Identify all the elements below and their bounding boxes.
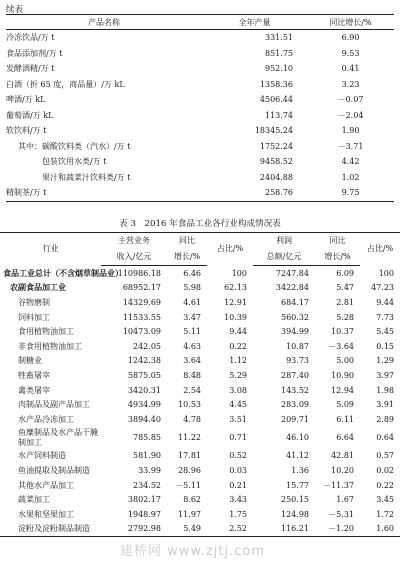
profit-growth-cell: －1.20 bbox=[315, 522, 360, 537]
header-profit-growth-line1: 同比 bbox=[315, 233, 360, 250]
production-table bbox=[6, 14, 394, 202]
revenue-share-cell: 0.71 bbox=[229, 432, 247, 442]
profit-growth-cell: －11.37 bbox=[323, 480, 354, 490]
revenue-cell: 14329.69 bbox=[122, 297, 161, 307]
table-row bbox=[0, 310, 400, 325]
revenue-growth-cell: 8.48 bbox=[183, 370, 201, 380]
revenue-share-cell: 5.29 bbox=[229, 370, 247, 380]
table-row bbox=[6, 108, 394, 124]
profit-share-cell: 0.15 bbox=[376, 341, 394, 351]
industry-cell: 非食用植物油加工 bbox=[18, 341, 82, 351]
profit-growth-cell: 10.37 bbox=[331, 327, 354, 337]
profit-share-cell: 5.45 bbox=[376, 327, 394, 337]
revenue-growth-cell: 4.78 bbox=[183, 414, 201, 424]
industry-cell: 水产品冷冻加工 bbox=[18, 414, 74, 424]
profit-share-cell: 7.73 bbox=[376, 312, 394, 322]
watermark: 建桥网 www.zjtj.com bbox=[120, 544, 266, 559]
profit-cell: 10.87 bbox=[286, 341, 309, 351]
growth-cell: 0.41 bbox=[341, 64, 360, 74]
revenue-share-cell: 1.12 bbox=[229, 356, 247, 366]
table-row bbox=[0, 412, 400, 427]
industry-cell: 鱼油提取及制品制造 bbox=[18, 465, 90, 475]
profit-share-cell: 3.97 bbox=[376, 370, 394, 380]
table-row bbox=[0, 295, 400, 310]
growth-cell: 4.42 bbox=[341, 157, 360, 167]
product-name-cell: 软饮料/万 t bbox=[6, 126, 47, 136]
profit-cell: 1.36 bbox=[291, 465, 309, 475]
output-cell: 9458.52 bbox=[259, 157, 293, 167]
header-product-name: 产品名称 bbox=[6, 15, 202, 30]
profit-share-cell: 0.57 bbox=[376, 451, 394, 461]
profit-share-cell: 3.45 bbox=[376, 495, 394, 505]
output-cell: 113.74 bbox=[265, 110, 293, 120]
revenue-share-cell: 3.08 bbox=[229, 385, 247, 395]
revenue-growth-cell: 5.11 bbox=[183, 327, 201, 337]
growth-cell: 6.90 bbox=[341, 33, 360, 43]
revenue-growth-cell: 4.63 bbox=[183, 341, 201, 351]
industry-cell: 食用植物油加工 bbox=[18, 327, 74, 337]
profit-growth-cell: 42.81 bbox=[331, 451, 354, 461]
revenue-cell: 68952.17 bbox=[122, 283, 161, 293]
growth-cell: －3.71 bbox=[337, 141, 364, 151]
revenue-share-cell: 1.75 bbox=[229, 509, 247, 519]
growth-cell: －2.04 bbox=[337, 110, 364, 120]
product-name-cell: 包装饮用水类/万 t bbox=[42, 157, 107, 167]
output-cell: 1358.36 bbox=[259, 79, 293, 89]
revenue-growth-cell: 3.47 bbox=[183, 312, 201, 322]
output-cell: 851.75 bbox=[265, 48, 293, 58]
profit-growth-cell: 6.64 bbox=[336, 432, 354, 442]
profit-cell: 124.98 bbox=[281, 509, 309, 519]
profit-share-cell: 2.89 bbox=[376, 414, 394, 424]
continued-label: 续表 bbox=[6, 5, 24, 15]
revenue-share-cell: 0.52 bbox=[229, 451, 247, 461]
revenue-growth-cell: －5.11 bbox=[175, 480, 201, 490]
revenue-growth-cell: 3.64 bbox=[183, 356, 201, 366]
industry-cell: 肉制品及副产品加工 bbox=[18, 400, 90, 410]
revenue-growth-cell: 11.97 bbox=[178, 509, 201, 519]
revenue-share-cell: 4.45 bbox=[229, 400, 247, 410]
industry-cell: 农副食品加工业 bbox=[10, 282, 66, 293]
table-row bbox=[6, 154, 394, 170]
profit-share-cell: 0.22 bbox=[376, 480, 394, 490]
revenue-share-cell: 9.44 bbox=[229, 327, 247, 337]
profit-growth-cell: －5.31 bbox=[328, 509, 354, 519]
table-row bbox=[6, 46, 394, 62]
profit-cell: 560.32 bbox=[281, 312, 309, 322]
revenue-growth-cell: 28.96 bbox=[178, 465, 201, 475]
profit-growth-cell: 5.47 bbox=[336, 283, 354, 293]
header-rev-growth-line1: 同比 bbox=[167, 233, 207, 250]
table-row bbox=[0, 324, 400, 339]
product-name-cell: 果汁和蔬菜汁饮料类/万 t bbox=[42, 172, 131, 182]
revenue-growth-cell: 5.98 bbox=[183, 283, 201, 293]
header-revenue-line1: 主营业务 bbox=[101, 233, 167, 250]
growth-cell: 1.90 bbox=[341, 126, 360, 136]
revenue-cell: 3894.40 bbox=[127, 414, 161, 424]
output-cell: 4506.44 bbox=[259, 95, 293, 105]
product-name-cell: 啤酒/万 kL bbox=[6, 95, 46, 105]
profit-growth-cell: 6.11 bbox=[336, 414, 354, 424]
revenue-share-cell: 100 bbox=[231, 268, 247, 278]
profit-cell: 3422.84 bbox=[275, 283, 309, 293]
output-cell: 258.76 bbox=[202, 185, 307, 201]
product-name-cell: 葡萄酒/万 kL bbox=[6, 110, 54, 120]
industry-cell: 水果和坚果加工 bbox=[18, 509, 74, 519]
table-row bbox=[0, 354, 400, 369]
product-name-cell: 冷冻饮品/万 t bbox=[6, 33, 55, 43]
output-cell: 1752.24 bbox=[259, 141, 293, 151]
revenue-cell: 242.05 bbox=[133, 341, 161, 351]
product-name-cell: 食品添加剂/万 t bbox=[6, 48, 63, 58]
profit-growth-cell: 2.81 bbox=[336, 297, 354, 307]
industry-cell: 鱼糜制品及水产品干腌制加工 bbox=[18, 427, 98, 447]
revenue-cell: 2792.98 bbox=[101, 522, 167, 537]
industry-cell: 食品工业总计（不含烟草制品业） bbox=[3, 267, 123, 278]
table-row bbox=[6, 185, 394, 201]
product-name-cell: 发酵酒精/万 t bbox=[6, 64, 55, 74]
industry-cell: 牲畜屠宰 bbox=[18, 370, 50, 380]
profit-cell: 143.52 bbox=[281, 385, 309, 395]
revenue-growth-cell: 5.49 bbox=[167, 522, 207, 537]
product-name-cell: 白酒（折 65 度，商品量）/万 kL bbox=[6, 79, 125, 89]
revenue-cell: 33.99 bbox=[138, 465, 161, 475]
revenue-cell: 1948.97 bbox=[127, 509, 161, 519]
header-rev-share: 占比/% bbox=[207, 233, 253, 266]
profit-share-cell: 100 bbox=[378, 268, 394, 278]
revenue-share-cell: 62.13 bbox=[224, 283, 247, 293]
profit-cell: 209.71 bbox=[281, 414, 309, 424]
table-row bbox=[6, 77, 394, 93]
industry-composition-table bbox=[0, 232, 400, 537]
revenue-cell: 5875.05 bbox=[127, 370, 161, 380]
profit-growth-cell: 5.09 bbox=[336, 400, 354, 410]
revenue-cell: 4934.99 bbox=[127, 400, 161, 410]
industry-cell: 蔬菜加工 bbox=[18, 495, 50, 505]
revenue-share-cell: 12.91 bbox=[224, 297, 247, 307]
revenue-growth-cell: 4.61 bbox=[183, 297, 201, 307]
header-profit-line1: 利润 bbox=[253, 233, 315, 250]
revenue-share-cell: 3.43 bbox=[229, 495, 247, 505]
revenue-growth-cell: 11.22 bbox=[178, 432, 201, 442]
industry-cell: 禽类屠宰 bbox=[18, 385, 50, 395]
profit-cell: 7247.84 bbox=[275, 268, 309, 278]
product-name-cell: 精制茶/万 t bbox=[6, 185, 202, 201]
revenue-cell: 234.52 bbox=[133, 480, 161, 490]
profit-cell: 41.12 bbox=[286, 451, 309, 461]
table-row bbox=[0, 397, 400, 412]
table-row bbox=[0, 449, 400, 464]
table-row bbox=[6, 170, 394, 186]
revenue-share-cell: 10.39 bbox=[224, 312, 247, 322]
revenue-cell: 10473.09 bbox=[122, 327, 161, 337]
revenue-growth-cell: 8.62 bbox=[183, 495, 201, 505]
table-row bbox=[0, 368, 400, 383]
table-row bbox=[0, 383, 400, 398]
profit-growth-cell: 1.67 bbox=[336, 495, 354, 505]
profit-share-cell: 3.91 bbox=[376, 400, 394, 410]
profit-growth-cell: 5.28 bbox=[336, 312, 354, 322]
output-cell: 952.10 bbox=[265, 64, 293, 74]
industry-cell: 谷物磨制 bbox=[18, 297, 50, 307]
profit-cell: 116.21 bbox=[253, 522, 315, 537]
table-row bbox=[6, 123, 394, 139]
profit-growth-cell: 10.90 bbox=[331, 370, 354, 380]
header-profit-line2: 总额/亿元 bbox=[253, 249, 315, 266]
profit-cell: 46.10 bbox=[286, 432, 309, 442]
industry-cell: 制糖业 bbox=[18, 356, 42, 366]
profit-share-cell: 1.72 bbox=[376, 509, 394, 519]
table-row bbox=[0, 266, 400, 281]
revenue-growth-cell: 17.81 bbox=[178, 451, 201, 461]
profit-growth-cell: 6.09 bbox=[336, 268, 354, 278]
header-profit-share: 占比/% bbox=[360, 233, 400, 266]
table-row bbox=[6, 61, 394, 77]
header-rev-growth-line2: 增长/% bbox=[167, 249, 207, 266]
growth-cell: 3.23 bbox=[341, 79, 360, 89]
revenue-cell: 785.85 bbox=[133, 432, 161, 442]
profit-growth-cell: 10.20 bbox=[331, 465, 354, 475]
header-industry: 行业 bbox=[0, 233, 101, 266]
revenue-cell: 3802.17 bbox=[127, 495, 161, 505]
profit-share-cell: 1.98 bbox=[376, 385, 394, 395]
output-cell: 331.51 bbox=[265, 33, 293, 43]
table-row bbox=[6, 92, 394, 108]
profit-share-cell: 1.60 bbox=[360, 522, 400, 537]
growth-cell: －0.07 bbox=[337, 95, 364, 105]
table-row bbox=[0, 339, 400, 354]
revenue-cell: 110986.18 bbox=[117, 268, 161, 278]
header-yoy-growth: 同比增长/% bbox=[307, 15, 394, 30]
revenue-growth-cell: 6.46 bbox=[183, 268, 201, 278]
revenue-growth-cell: 2.54 bbox=[183, 385, 201, 395]
industry-cell: 淀粉及淀粉制品制造 bbox=[0, 522, 101, 537]
table-row bbox=[0, 478, 400, 493]
profit-cell: 287.40 bbox=[281, 370, 309, 380]
revenue-cell: 1242.38 bbox=[127, 356, 161, 366]
revenue-growth-cell: 10.53 bbox=[178, 400, 201, 410]
industry-cell: 水产饲料制造 bbox=[18, 451, 66, 461]
profit-cell: 93.73 bbox=[286, 356, 309, 366]
revenue-share-cell: 0.03 bbox=[229, 465, 247, 475]
profit-cell: 394.99 bbox=[281, 327, 309, 337]
table-row bbox=[0, 281, 400, 296]
revenue-share-cell: 3.51 bbox=[229, 414, 247, 424]
table-row bbox=[6, 139, 394, 155]
growth-cell: 9.75 bbox=[307, 185, 394, 201]
table-row bbox=[6, 30, 394, 46]
table-row bbox=[0, 492, 400, 507]
profit-cell: 15.77 bbox=[286, 480, 309, 490]
profit-cell: 684.17 bbox=[281, 297, 309, 307]
product-name-cell: 其中：碳酸饮料类（汽水）/万 t bbox=[18, 141, 131, 151]
profit-growth-cell: 5.00 bbox=[336, 356, 354, 366]
table3-title: 表 3 2016 年食品工业各行业构成情况表 bbox=[119, 219, 281, 229]
header-annual-output: 全年产量 bbox=[202, 15, 307, 30]
profit-cell: 283.09 bbox=[281, 400, 309, 410]
revenue-cell: 3420.31 bbox=[127, 385, 161, 395]
profit-share-cell: 0.02 bbox=[376, 465, 394, 475]
industry-cell: 其他水产品加工 bbox=[18, 480, 74, 490]
header-profit-growth-line2: 增长/% bbox=[315, 249, 360, 266]
profit-growth-cell: －3.64 bbox=[328, 341, 354, 351]
output-cell: 2404.88 bbox=[259, 172, 293, 182]
header-revenue-line2: 收入/亿元 bbox=[101, 249, 167, 266]
profit-growth-cell: 12.94 bbox=[331, 385, 354, 395]
table-row bbox=[0, 522, 400, 537]
table-row bbox=[0, 427, 400, 449]
table-row bbox=[0, 463, 400, 478]
industry-cell: 饲料加工 bbox=[18, 312, 50, 322]
revenue-share-cell: 0.21 bbox=[229, 480, 247, 490]
profit-share-cell: 47.23 bbox=[371, 283, 394, 293]
profit-share-cell: 0.64 bbox=[376, 432, 394, 442]
revenue-cell: 11533.55 bbox=[122, 312, 161, 322]
revenue-share-cell: 2.52 bbox=[207, 522, 253, 537]
output-cell: 18345.24 bbox=[254, 126, 293, 136]
growth-cell: 9.53 bbox=[341, 48, 360, 58]
revenue-cell: 581.90 bbox=[133, 451, 161, 461]
table-header-row bbox=[6, 15, 394, 30]
profit-share-cell: 1.29 bbox=[376, 356, 394, 366]
revenue-share-cell: 0.22 bbox=[229, 341, 247, 351]
profit-cell: 250.15 bbox=[281, 495, 309, 505]
table-header-row bbox=[0, 233, 400, 250]
growth-cell: 1.02 bbox=[341, 172, 360, 182]
table-row bbox=[0, 507, 400, 522]
profit-share-cell: 9.44 bbox=[376, 297, 394, 307]
